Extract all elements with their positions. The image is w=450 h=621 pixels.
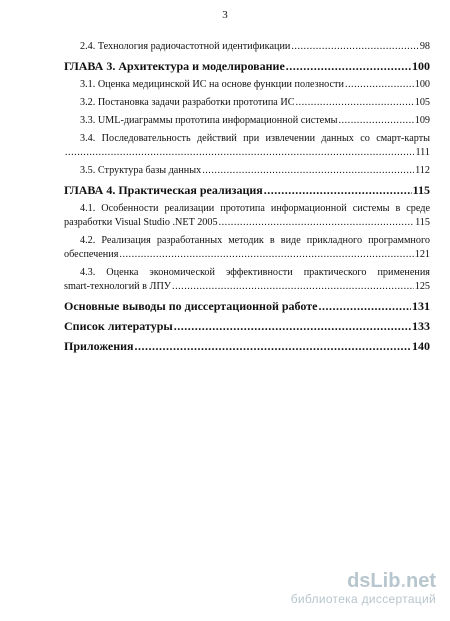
dot-leader <box>318 298 411 314</box>
toc-entry-page: 115 <box>415 217 430 228</box>
dot-leader <box>202 164 414 178</box>
watermark-logo-dot: . <box>400 570 406 592</box>
dot-leader <box>65 146 414 160</box>
toc-chapter-title: Основные выводы по диссертационной работе <box>64 299 318 313</box>
toc-chapter-title: Список литературы <box>64 319 173 333</box>
toc-entry-title-cont: разработки Visual Studio .NET 2005 <box>64 217 218 228</box>
page-number: 3 <box>222 9 228 21</box>
toc-entry-4-3[interactable] <box>64 266 430 294</box>
dot-leader <box>296 96 414 110</box>
toc-entry-3-4[interactable] <box>64 132 430 160</box>
toc-entry-3-2[interactable] <box>64 96 430 110</box>
dot-leader <box>339 114 414 128</box>
toc-entry-title: 3.4. Последовательность действий при извлечении данных со смарт-карты <box>80 133 430 144</box>
toc-entry-title: 3.2. Постановка задачи разработки прототипа ИС <box>80 97 295 108</box>
toc-entry-page: 98 <box>419 41 430 52</box>
dot-leader <box>172 280 414 294</box>
toc-entry-page: 133 <box>412 319 430 333</box>
toc-section-appendices[interactable] <box>64 338 430 354</box>
toc-entry-3-5[interactable] <box>64 164 430 178</box>
watermark <box>291 570 436 606</box>
toc-chapter-title: Приложения <box>64 339 134 353</box>
toc-entry-title: 4.2. Реализация разработанных методик в виде прикладного программного <box>80 235 430 246</box>
toc-entry-page: 115 <box>412 183 430 197</box>
dot-leader <box>119 248 413 262</box>
toc-chapter-3[interactable] <box>64 58 430 74</box>
dot-leader <box>345 78 414 92</box>
watermark-logo-tld: net <box>406 570 436 592</box>
toc-entry-page: 109 <box>414 115 430 126</box>
toc-entry-2-4[interactable] <box>64 40 430 54</box>
watermark-subtitle: библиотека диссертаций <box>290 592 436 606</box>
toc-entry-page: 100 <box>412 59 430 73</box>
toc-entry-page: 131 <box>412 299 430 313</box>
dot-leader <box>291 40 418 54</box>
toc-chapter-title: ГЛАВА 3. Архитектура и моделирование <box>64 59 285 73</box>
toc-entry-page: 100 <box>414 79 430 90</box>
toc-entry-title-cont: smart-технологий в ЛПУ <box>64 281 172 292</box>
watermark-logo <box>291 570 436 592</box>
toc-entry-page: 112 <box>415 165 430 176</box>
toc-entry-page: 140 <box>412 339 430 353</box>
toc-entry-page: 125 <box>414 281 430 292</box>
toc-entry-title-cont: обеспечения <box>64 249 119 260</box>
toc-entry-title: 2.4. Технология радиочастотной идентификации <box>80 41 291 52</box>
toc-section-references[interactable] <box>64 318 430 334</box>
toc-entry-title: 4.3. Оценка экономической эффективности практического применения <box>80 267 430 278</box>
toc-entry-page: 105 <box>414 97 430 108</box>
toc-entry-3-1[interactable] <box>64 78 430 92</box>
toc-chapter-title: ГЛАВА 4. Практическая реализация <box>64 183 263 197</box>
toc-section-conclusions[interactable] <box>64 298 430 314</box>
toc-entry-title: 3.5. Структура базы данных <box>80 165 202 176</box>
toc-entry-title: 3.1. Оценка медицинской ИС на основе функции полезности <box>80 79 344 90</box>
dot-leader <box>174 318 411 334</box>
toc-entry-page: 111 <box>415 147 430 158</box>
toc-entry-4-2[interactable] <box>64 234 430 262</box>
dot-leader <box>135 338 411 354</box>
toc-entry-page: 121 <box>414 249 430 260</box>
dot-leader <box>219 216 415 230</box>
toc-entry-title: 3.3. UML-диаграммы прототипа информационной системы <box>80 115 338 126</box>
toc-chapter-4[interactable] <box>64 182 430 198</box>
toc-entry-title: 4.1. Особенности реализации прототипа информационной системы в среде <box>80 203 430 214</box>
dot-leader <box>264 182 412 198</box>
watermark-logo-main: dsLib <box>347 570 401 592</box>
toc-entry-3-3[interactable] <box>64 114 430 128</box>
dot-leader <box>286 58 411 74</box>
toc-entry-4-1[interactable] <box>64 202 430 230</box>
table-of-contents <box>64 40 430 358</box>
